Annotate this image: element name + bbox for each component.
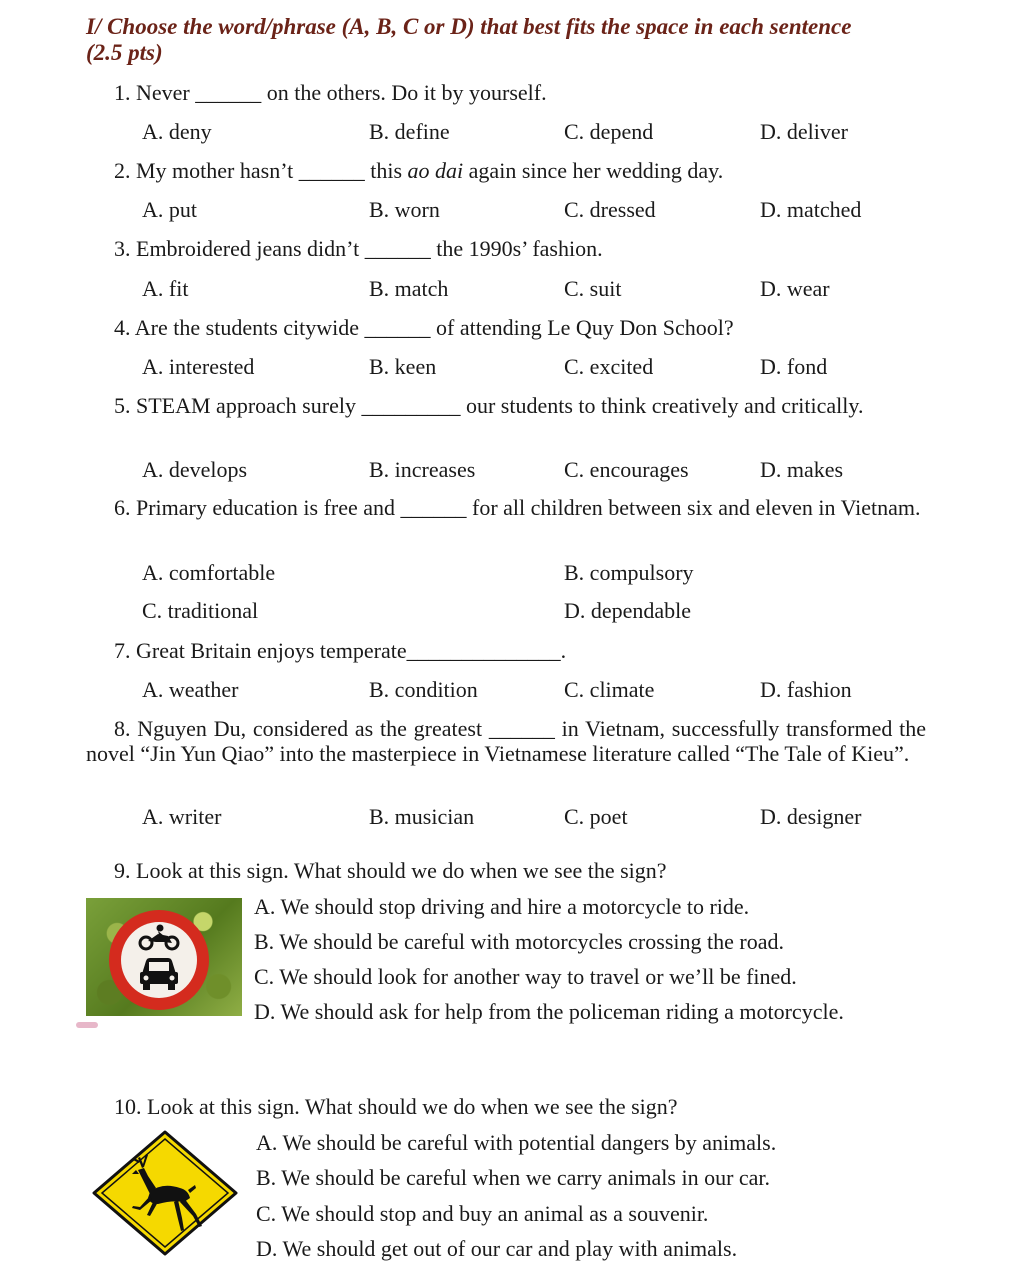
option-4a[interactable]: A. interested	[142, 354, 255, 379]
option-6d[interactable]: D. dependable	[564, 598, 692, 623]
answer-blank-7[interactable]: ______________	[406, 638, 561, 663]
option-7a[interactable]: A. weather	[142, 677, 239, 702]
pink-mark	[76, 1022, 98, 1028]
question-7: 7. Great Britain enjoys temperate______________.	[114, 638, 567, 663]
option-4d[interactable]: D. fond	[760, 354, 828, 379]
question-1: 1. Never ______ on the others. Do it by yourself.	[114, 80, 547, 105]
option-9a[interactable]: A. We should stop driving and hire a motorcycle to ride.	[254, 894, 750, 919]
deer-crossing-sign-icon	[92, 1130, 238, 1256]
option-3c[interactable]: C. suit	[564, 276, 622, 301]
option-7d[interactable]: D. fashion	[760, 677, 852, 702]
option-9b[interactable]: B. We should be careful with motorcycles crossing the road.	[254, 929, 784, 954]
section-title-line1: I/ Choose the word/phrase (A, B, C or D) that best fits the space in each sentence	[86, 14, 852, 39]
option-2b[interactable]: B. worn	[369, 197, 440, 222]
question-5: 5. STEAM approach surely _________ our students to think creatively and critically.	[114, 393, 864, 418]
option-10d[interactable]: D. We should get out of our car and play with animals.	[256, 1236, 738, 1261]
answer-blank-2[interactable]: ______	[298, 158, 365, 183]
option-5c[interactable]: C. encourages	[564, 457, 689, 482]
option-6c[interactable]: C. traditional	[142, 598, 259, 623]
option-4b[interactable]: B. keen	[369, 354, 437, 379]
question-6: 6. Primary education is free and ______ for all children between six and eleven in Vietnam.	[114, 495, 921, 520]
answer-blank-3[interactable]: ______	[364, 236, 431, 261]
section-title	[86, 14, 851, 66]
option-2d[interactable]: D. matched	[760, 197, 862, 222]
sign-image-10	[92, 1130, 238, 1256]
question-9: 9. Look at this sign. What should we do when we see the sign?	[114, 858, 667, 883]
option-4c[interactable]: C. excited	[564, 354, 654, 379]
option-8c[interactable]: C. poet	[564, 804, 628, 829]
answer-blank-1[interactable]: ______	[195, 80, 262, 105]
option-1d[interactable]: D. deliver	[760, 119, 848, 144]
option-1c[interactable]: C. depend	[564, 119, 654, 144]
sign-photo-9	[86, 898, 242, 1016]
option-3b[interactable]: B. match	[369, 276, 449, 301]
option-1a[interactable]: A. deny	[142, 119, 212, 144]
no-motor-vehicles-sign-icon	[86, 898, 242, 1016]
option-8b[interactable]: B. musician	[369, 804, 475, 829]
question-10: 10. Look at this sign. What should we do when we see the sign?	[114, 1094, 678, 1119]
question-3: 3. Embroidered jeans didn’t ______ the 1990s’ fashion.	[114, 236, 603, 261]
option-6b[interactable]: B. compulsory	[564, 560, 694, 585]
option-2c[interactable]: C. dressed	[564, 197, 656, 222]
option-6a[interactable]: A. comfortable	[142, 560, 276, 585]
option-9c[interactable]: C. We should look for another way to travel or we’ll be fined.	[254, 964, 797, 989]
option-7b[interactable]: B. condition	[369, 677, 478, 702]
option-3d[interactable]: D. wear	[760, 276, 830, 301]
option-3a[interactable]: A. fit	[142, 276, 189, 301]
option-10c[interactable]: C. We should stop and buy an animal as a souvenir.	[256, 1201, 709, 1226]
question-2: 2. My mother hasn’t ______ this ao dai again since her wedding day.	[114, 158, 724, 183]
option-5b[interactable]: B. increases	[369, 457, 476, 482]
section-title-line2: (2.5 pts)	[86, 40, 163, 65]
option-8a[interactable]: A. writer	[142, 804, 222, 829]
option-8d[interactable]: D. designer	[760, 804, 862, 829]
question-8: 8. Nguyen Du, considered as the greatest ______ in Vietnam, successfully transformed the novel “Jin Yun Qiao” into the masterpiece in Vietnamese literature called “The Tale of Kieu”.	[86, 716, 927, 766]
option-7c[interactable]: C. climate	[564, 677, 655, 702]
option-1b[interactable]: B. define	[369, 119, 450, 144]
answer-blank-4[interactable]: ______	[364, 315, 431, 340]
option-10b[interactable]: B. We should be careful when we carry animals in our car.	[256, 1165, 771, 1190]
option-2a[interactable]: A. put	[142, 197, 197, 222]
option-10a[interactable]: A. We should be careful with potential dangers by animals.	[256, 1130, 777, 1155]
option-5d[interactable]: D. makes	[760, 457, 844, 482]
question-4: 4. Are the students citywide ______ of attending Le Quy Don School?	[114, 315, 734, 340]
option-5a[interactable]: A. develops	[142, 457, 248, 482]
option-9d[interactable]: D. We should ask for help from the policeman riding a motorcycle.	[254, 999, 844, 1024]
